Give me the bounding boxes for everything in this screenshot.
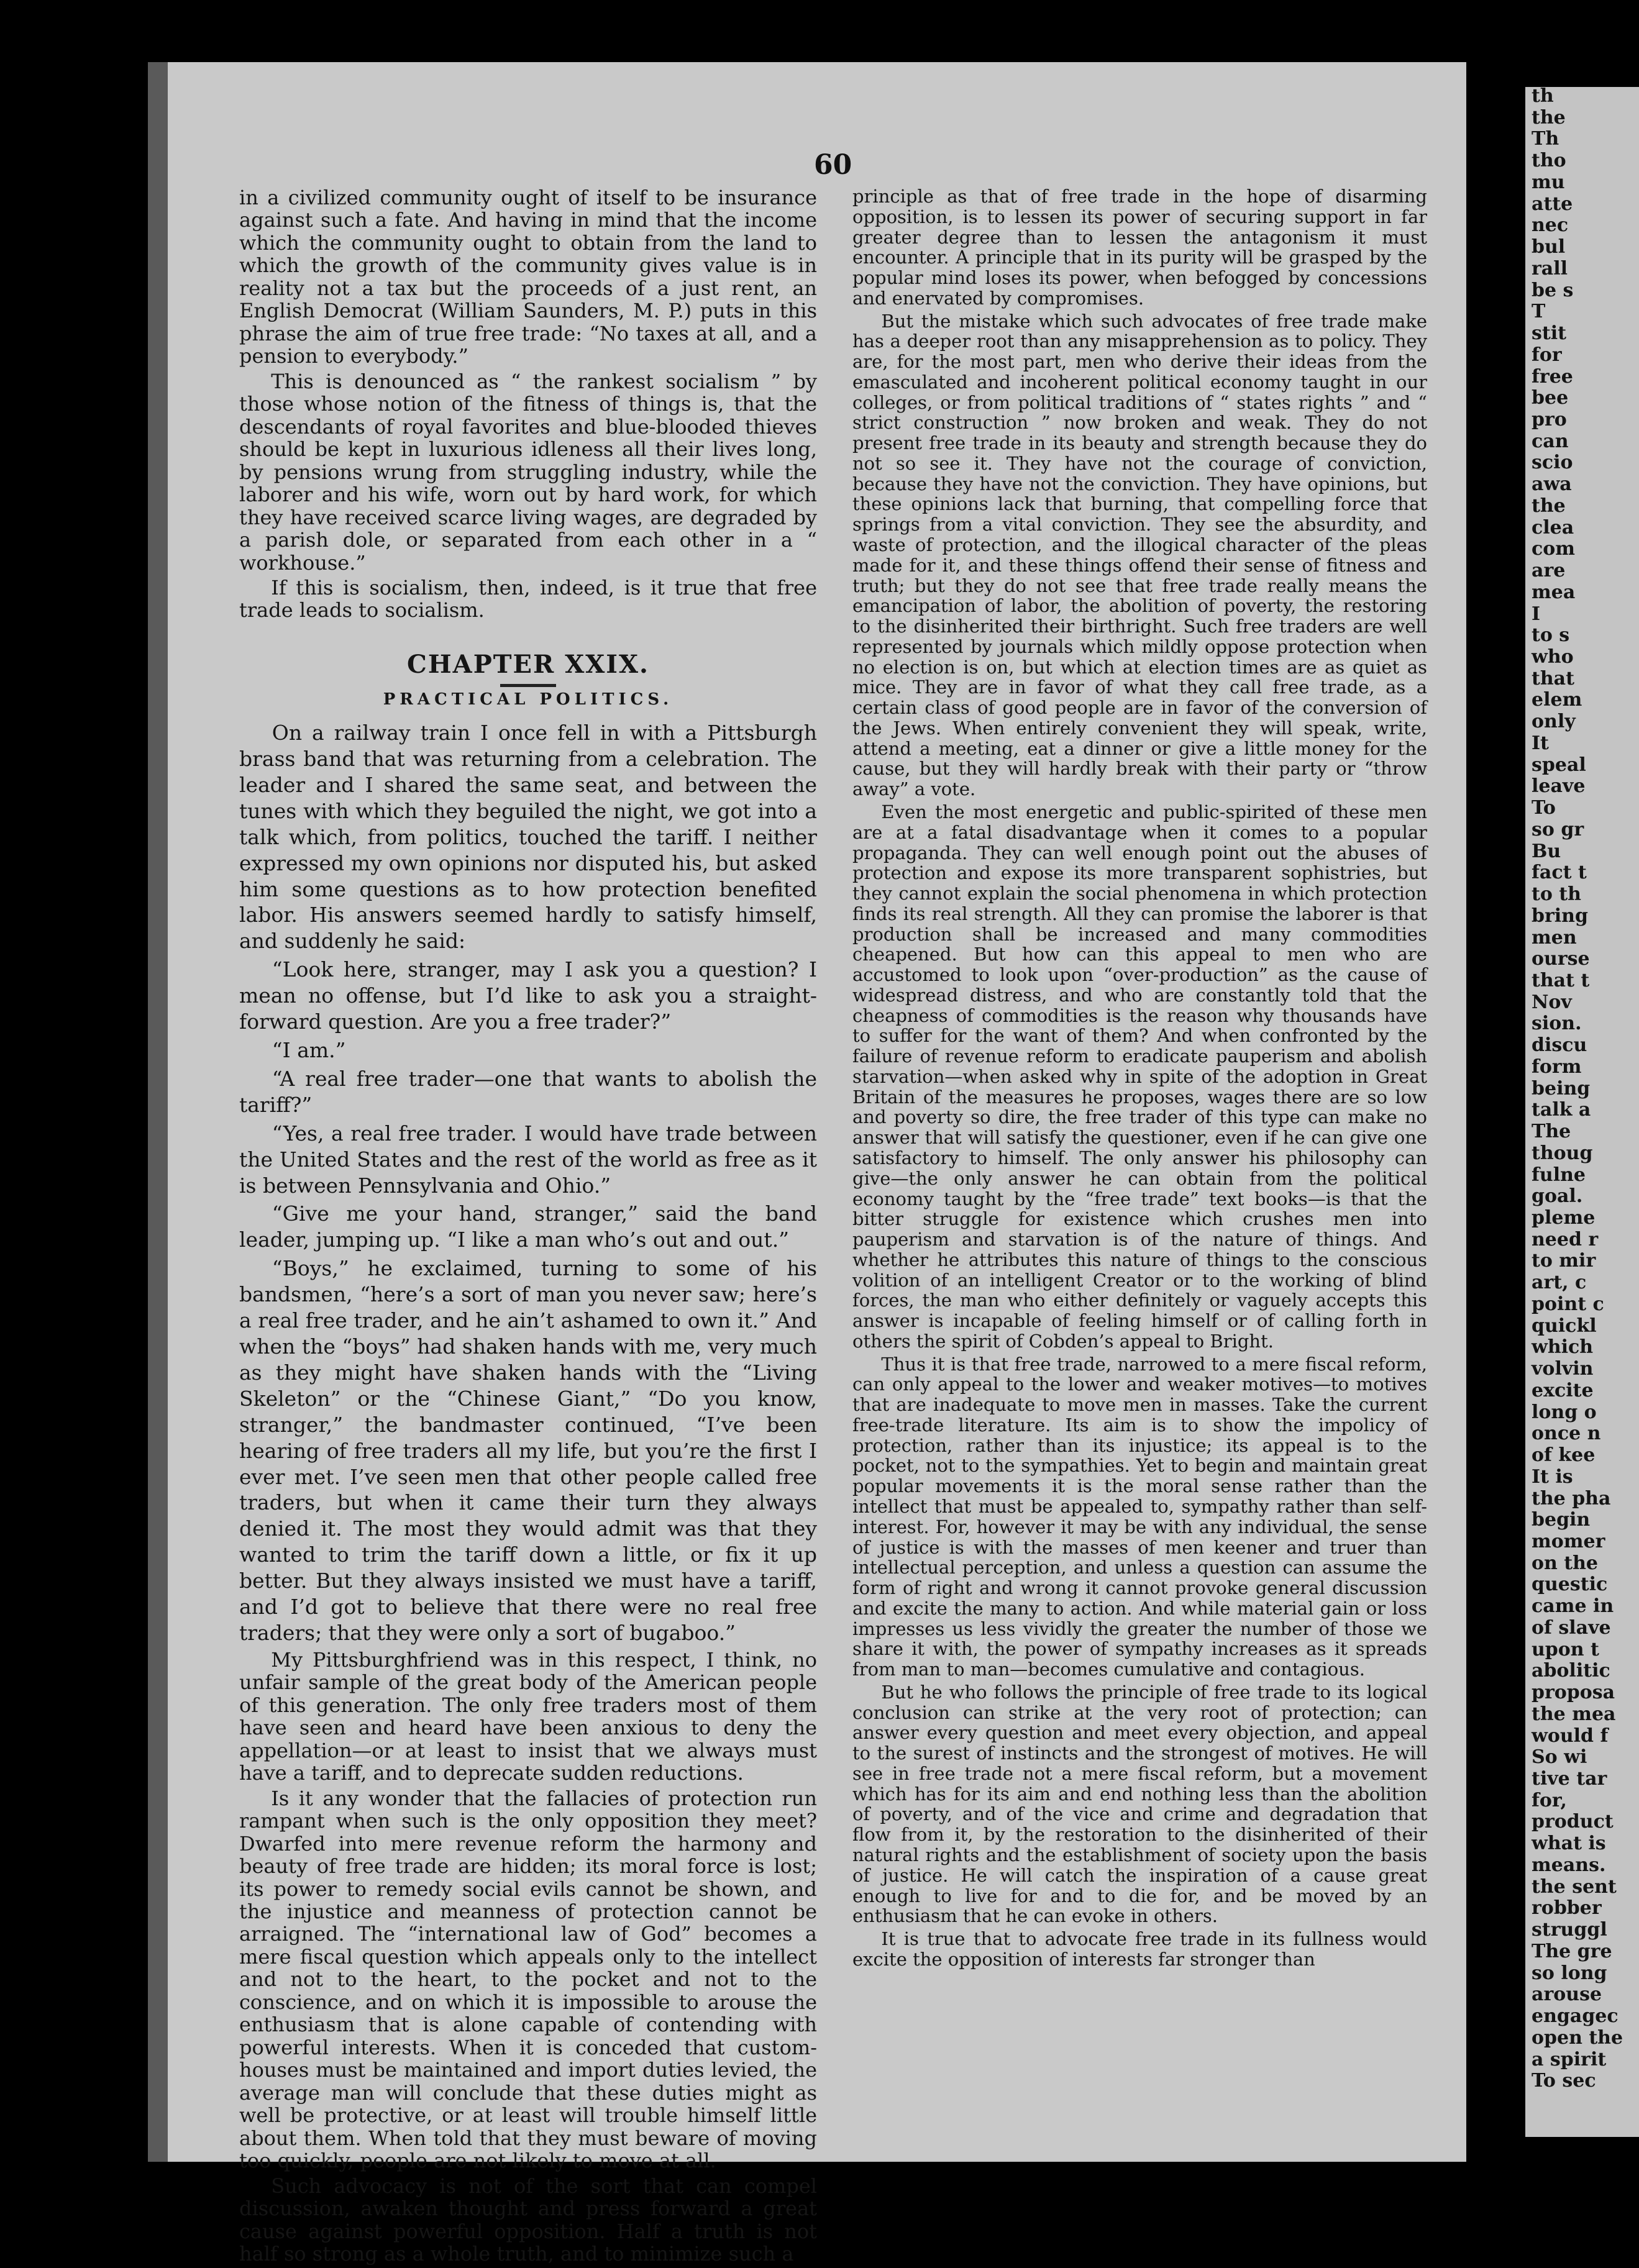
facing-page-line: speal [1532,754,1586,776]
right-text-column [852,186,1427,1972]
paragraph: If this is socialism, then, indeed, is it true that free trade leads to socialism. [239,575,817,622]
paragraph: “Boys,” he exclaimed, turning to some of his bandsmen, “here’s a sort of man you never saw; here’s a real free trader, and he ain’t ashamed to own it.” And when the “boys” had shaken hands with me, very much as they might have shaken hands with the “Living Skeleton” or the “Chinese Giant,” “Do you know, stranger,” the bandmaster continued, “I’ve been hearing of free traders all my life, but you’re the first I ever met. I’ve seen men that other people called free traders, but when it came their turn they always denied it. The most they would admit was that they wanted to trim the tariff down a little, or fix it up better. But they always insisted we must have a tariff, and I’d got to believe that there were no real free traders; that they were only a sort of bugaboo.” [239,1256,817,1645]
paragraph: My Pittsburghfriend was in this respect, I think, no unfair sample of the great body of the American people of this generation. The only free traders most of them have seen and heard have been anxious to deny the appellation—or at least to insist that we always must have a tariff, and to deprecate sudden reductions. [239,1647,817,1785]
paragraph: in a civilized community ought of itself to be insurance against such a fate. And having in mind that the income which the community ought to obtain from the land to which the growth of the community gives value is in reality not a tax but the proceeds of a just rent, an English Democrat (William Saunders, M. P.) puts in this phrase the aim of true free trade: “No taxes at all, and a pension to everybody.” [239,186,817,368]
facing-page-line: T [1532,301,1546,322]
facing-page-line: nec [1532,214,1569,236]
paragraph: It is true that to advocate free trade in its fullness would excite the opposition of interests far stronger than [852,1928,1427,1970]
facing-page-line: the [1532,107,1566,129]
paragraph: Thus it is that free trade, narrowed to a mere fiscal reform, can only appeal to the lower and weaker motives—to motives that are inadequate to move men in masses. Take the current free-trade literature. Its aim is to show the impolicy of protection, rather than its injustice; its appeal is to the pocket, not to the sympathies. Yet to begin and maintain great popular movements it is the moral sense rather than the intellect that must be appealed to, sympathy rather than self-interest. For, however it may be with any individual, the sense of justice is with the masses of men keener and truer than intellectual perception, and unless a question can assume the form of right and wrong it cannot provoke general discussion and excite the many to action. And while material gain or loss impresses us less vividly the greater the number of those we share it with, the power of sympathy increases as it spreads from man to man—becomes cumulative and contagious. [852,1353,1427,1680]
facing-page-line: fact t [1532,862,1587,883]
paragraph: “Give me your hand, stranger,” said the band leader, jumping up. “I like a man who’s out and out.” [239,1201,817,1252]
facing-page-line: product [1532,1811,1614,1833]
facing-page-line: so gr [1532,819,1584,840]
facing-page-line: of kee [1532,1444,1596,1466]
facing-page-line: so long [1532,1962,1607,1984]
facing-page-line: struggl [1532,1919,1607,1941]
facing-page-line: robber [1532,1897,1602,1919]
facing-page-line: mu [1532,171,1565,193]
facing-page-line: leave [1532,775,1586,797]
facing-page-line: for [1532,344,1562,366]
paragraph: Is it any wonder that the fallacies of protection run rampant when such is the only opposition they meet? Dwarfed into mere revenue reform the harmony and beauty of free trade are hidden; its moral force is lost; its power to remedy social evils cannot be shown, and the injustice and meanness of protection cannot be arraigned. The “international law of God” becomes a mere fiscal question which appeals only to the intellect and not to the heart, to the pocket and not to the conscience, and on which it is impossible to arouse the enthusiasm that is alone capable of contending with powerful interests. When it is conceded that custom-houses must be maintained and import duties levied, the average man will conclude that these duties might as well be protective, or at least will trouble himself little about them. When told that they must beware of moving too quickly, people are not likely to move at all. [239,1786,817,2173]
facing-page-line: clea [1532,517,1574,539]
facing-page-line: pleme [1532,1207,1596,1229]
left-text-column [239,186,817,2268]
facing-page-line: Bu [1532,840,1561,862]
facing-page-line: to th [1532,883,1581,905]
facing-page-line: upon t [1532,1639,1599,1660]
facing-page-line: pro [1532,409,1567,430]
paragraph: But the mistake which such advocates of free trade make has a deeper root than any misapprehension as to policy. They are, for the most part, men who derive their ideas from the emasculated and incoherent political economy taught in our colleges, or from political traditions of “ states rights ” and “ strict construction ” now broken and weak. They do not present free trade in its beauty and strength because they do not so see it. They have not the courage of conviction, because they have not the conviction. They have opinions, but these opinions lack that burning, that compelling force that springs from a vital conviction. They see the absurdity, and waste of protection, and the illogical character of the pleas made for it, and these things offend their sense of fitness and truth; but they do not see that free trade really means the emancipation of labor, the abolition of poverty, the restoring to the disinherited their birthright. Such free traders are well represented by journals which mildly oppose protection when no election is on, but which at election times are as quiet as mice. They are in favor of what they call free trade, as a certain class of good people are in favor of the conversion of the Jews. When entirely convenient they will speak, write, attend a meeting, eat a dinner or give a little money for the cause, but they will hardly break with their party or “throw away” a vote. [852,310,1427,800]
facing-page-line: I [1532,603,1541,625]
chapter-subtitle: PRACTICAL POLITICS. [383,690,673,709]
facing-page-line: The gre [1532,1941,1612,1962]
facing-page-line: questic [1532,1573,1608,1595]
chapter-heading: CHAPTER XXIX. [407,649,649,679]
facing-page-line: open the [1532,2027,1623,2049]
facing-page-line: long o [1532,1401,1597,1423]
facing-page-line: thoug [1532,1142,1593,1164]
facing-page-line: which [1532,1336,1594,1358]
facing-page-line: Th [1532,128,1559,150]
facing-page-line: rall [1532,258,1568,280]
facing-page-line: It is [1532,1466,1573,1488]
facing-page-line: talk a [1532,1099,1591,1121]
facing-page-line: can [1532,430,1569,452]
facing-page-line: bee [1532,387,1569,409]
facing-page-fragment [1525,87,1639,2137]
facing-page-line: the sent [1532,1876,1617,1898]
facing-page-line: need r [1532,1229,1599,1250]
facing-page-line: awa [1532,473,1572,495]
facing-page-line: be s [1532,280,1574,301]
paragraph: Even the most energetic and public-spirited of these men are at a fatal disadvantage when it comes to a popular propaganda. They can well enough point out the abuses of protection and expose its more transparent sophistries, but they cannot explain the social phenomena in which protection finds its real strength. All they can promise the laborer is that production shall be increased and many commodities cheapened. But how can this appeal to men who are accustomed to look upon “over-production” as the cause of widespread distress, and who are constantly told that the cheapness of commodities is the reason why thousands have to suffer for the want of them? And when confronted by the failure of revenue reform to eradicate pauperism and abolish starvation—when asked why in spite of the adoption in Great Britain of the measures he proposes, wages there are so low and poverty so dire, the free trader of this type can make no answer that will satisfy the questioner, even if he can give one satisfactory to himself. The only answer his philosophy can give—the only answer he can obtain from the political economy taught by the “free trade” text books—is that the bitter struggle for existence which crushes men into pauperism and starvation is of the nature of things. And whether he attributes this nature of things to the conscious volition of an intelligent Creator or to the working of blind forces, the man who either definitely or vaguely accepts this answer is incapable of feeling himself or of calling forth in others the spirit of Cobden’s appeal to Bright. [852,801,1427,1352]
facing-page-line: scio [1532,452,1573,473]
facing-page-line: ourse [1532,948,1590,970]
facing-page-line: of slave [1532,1617,1611,1639]
facing-page-line: the pha [1532,1488,1611,1510]
facing-page-line: that t [1532,970,1590,991]
facing-page-line: tho [1532,150,1566,171]
facing-page-line: goal. [1532,1185,1583,1207]
facing-page-line: free [1532,366,1573,388]
facing-page-line: that [1532,668,1574,690]
facing-page-line: are [1532,560,1566,581]
heading-rule [500,684,556,687]
facing-page-line: being [1532,1078,1591,1100]
facing-page-line: only [1532,711,1576,732]
paragraph: Such advocacy is not of the sort that can compel discussion, awaken thought and press forward a great cause against powerful opposition. Half a truth is not half so strong as a whole truth, and to minimize such a [239,2174,817,2266]
facing-page-line: To [1532,797,1556,819]
facing-page-line: abolitic [1532,1660,1610,1682]
paragraph: “Look here, stranger, may I ask you a question? I mean no offense, but I’d like to ask you a straight-forward question. Are you a free trader?” [239,957,817,1034]
facing-page-line: what is [1532,1833,1606,1854]
facing-page-line: com [1532,538,1576,560]
facing-page-line: proposa [1532,1682,1615,1703]
facing-page-line: bul [1532,236,1566,258]
facing-page-line: form [1532,1056,1582,1078]
facing-page-line: tive tar [1532,1768,1607,1790]
paragraph: principle as that of free trade in the hope of disarming opposition, is to lessen its power of securing support in far greater degree than to lessen the antagonism it must encounter. A principle that in its purity will be grasped by the popular mind loses its power, when befogged by concessions and enervated by compromises. [852,186,1427,309]
facing-page-line: a spirit [1532,2049,1607,2070]
facing-page-line: to mir [1532,1250,1596,1272]
facing-page-line: To sec [1532,2070,1596,2092]
page-number: 60 [814,149,852,181]
facing-page-line: sion. [1532,1013,1582,1034]
facing-page-line: elem [1532,689,1582,711]
facing-page-line: on the [1532,1552,1599,1574]
facing-page-line: who [1532,646,1574,668]
paragraph: “Yes, a real free trader. I would have trade between the United States and the rest of the world as free as it is between Pennsylvania and Ohio.” [239,1121,817,1198]
facing-page-line: stit [1532,322,1567,344]
facing-page-line: art, c [1532,1272,1587,1293]
facing-page-line: quickl [1532,1315,1597,1337]
paragraph: But he who follows the principle of free trade to its logical conclusion can strike at the very root of protection; can answer every question and meet every objection, and appeal to the surest of instincts and the strongest of motives. He will see in free trade not a mere fiscal reform, but a movement which has for its aim and end nothing less than the abolition of poverty, and of the vice and crime and degradation that flow from it, by the restoration to the disinherited of their natural rights and the establishment of society upon the basis of justice. He will catch the inspiration of a cause great enough to live for and to die for, and be moved by an enthusiasm that he can evoke in others. [852,1681,1427,1927]
paragraph: This is denounced as “ the rankest socialism ” by those whose notion of the fitness of things is, that the descendants of royal favorites and blue-blooded thieves should be kept in luxurious idleness all their lives long, by pensions wrung from struggling industry, while the laborer and his wife, worn out by hard work, for which they have received scarce living wages, are degraded by a parish dole, or separated from each other in a “ workhouse.” [239,369,817,575]
facing-page-line: the mea [1532,1703,1616,1725]
facing-page-line: to s [1532,624,1570,646]
facing-page-line: engagec [1532,2005,1618,2027]
facing-page-line: The [1532,1121,1571,1142]
paragraph: “I am.” [272,1038,346,1062]
facing-page-line: momer [1532,1531,1605,1552]
page-gutter-shadow [148,62,169,2162]
facing-page-line: th [1532,87,1554,107]
facing-page-line: So wi [1532,1746,1587,1768]
paragraph: On a railway train I once fell in with a Pittsburgh brass band that was returning from a celebration. The leader and I shared the same seat, and between the tunes with which they beguiled the night, we got into a talk which, from politics, touched the tariff. I neither expressed my own opinions nor disputed his, but asked him some questions as to how protection benefited labor. His answers seemed hardly to satisfy himself, and suddenly he said: [239,721,817,954]
facing-page-line: arouse [1532,1983,1602,2005]
facing-page-line: mea [1532,581,1576,603]
facing-page-line: once n [1532,1423,1601,1444]
facing-page-line: came in [1532,1595,1614,1617]
facing-page-line: It [1532,732,1549,754]
facing-page-line: for, [1532,1790,1567,1811]
facing-page-line: fulne [1532,1164,1586,1186]
paragraph: “A real free trader—one that wants to abolish the tariff?” [239,1066,817,1117]
facing-page-line: volvin [1532,1358,1594,1380]
facing-page-line: begin [1532,1509,1591,1531]
facing-page-line: point c [1532,1293,1604,1315]
facing-page-line: Nov [1532,991,1572,1013]
facing-page-line: excite [1532,1380,1594,1401]
facing-page-line: men [1532,927,1577,949]
facing-page-line: means. [1532,1854,1606,1876]
facing-page-line: atte [1532,193,1573,215]
facing-page-line: discu [1532,1034,1587,1056]
facing-page-line: bring [1532,905,1588,927]
facing-page-line: would f [1532,1725,1609,1747]
facing-page-line: the [1532,495,1566,517]
